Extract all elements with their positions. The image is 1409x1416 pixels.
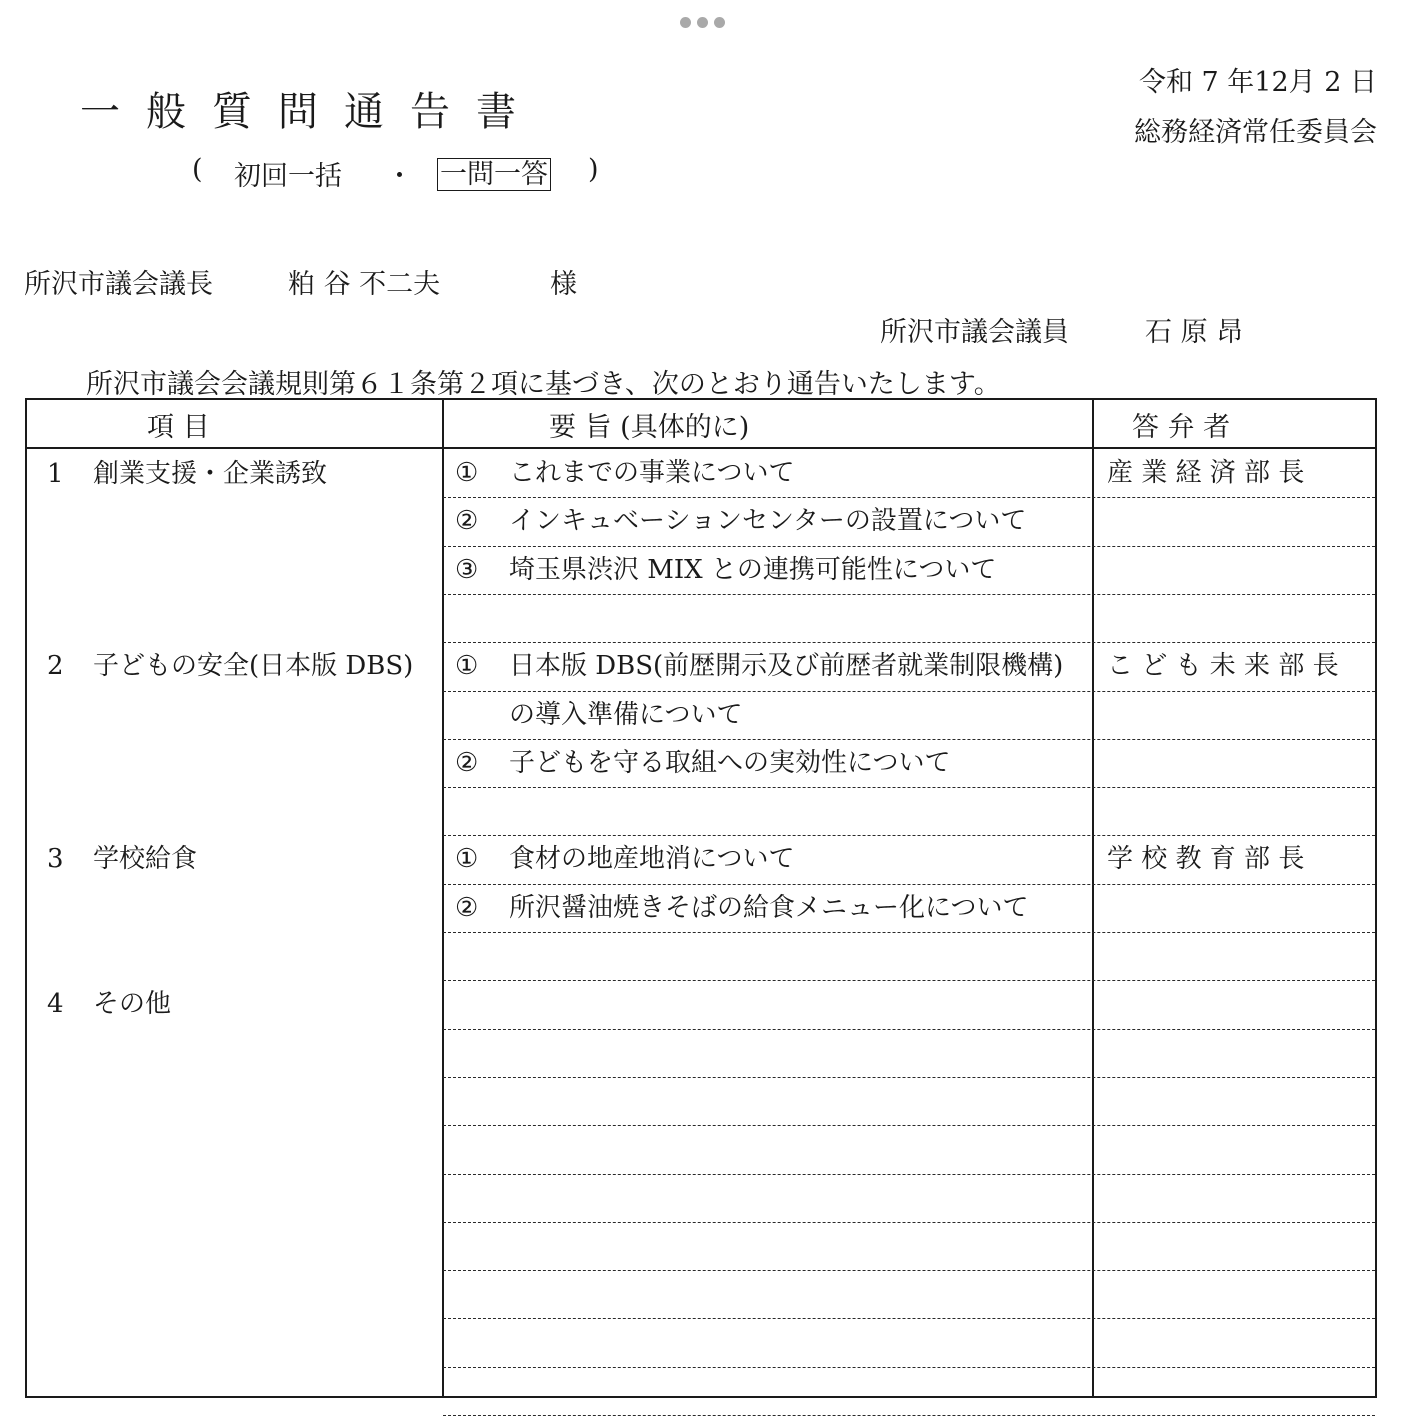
row-marker: ② <box>455 506 479 537</box>
dot-icon <box>714 17 725 28</box>
item-label: 創業支援・企業誘致 <box>93 459 328 489</box>
row-marker: ③ <box>455 554 479 585</box>
row-marker: ② <box>455 747 479 778</box>
column-divider <box>1092 400 1094 1396</box>
committee-name: 総務経済常任委員会 <box>1134 117 1377 148</box>
item-number: 2 <box>47 651 64 681</box>
row-answerer: 産 業 経 済 部 長 <box>1107 458 1305 488</box>
method-option-one-by-one: 一問一答 <box>437 158 551 191</box>
row-divider <box>443 787 1375 788</box>
row-summary-text: インキュベーションセンターの設置について <box>509 506 1027 537</box>
column-divider <box>442 400 444 1396</box>
method-open-paren: ( <box>192 154 203 185</box>
notice-statement: 所沢市議会会議規則第６１条第２項に基づき、次のとおり通告いたします。 <box>86 369 1001 400</box>
row-divider <box>443 980 1375 981</box>
row-divider <box>443 1174 1375 1175</box>
method-separator: ・ <box>386 161 413 192</box>
row-marker: ① <box>455 458 479 488</box>
row-summary-text: の導入準備について <box>509 699 743 730</box>
sender-role: 所沢市議会議員 <box>880 317 1069 348</box>
item-number: 1 <box>47 459 64 489</box>
addressee-honorific: 様 <box>550 269 577 300</box>
row-marker: ② <box>455 892 479 923</box>
header-item: 項 目 <box>147 412 210 443</box>
row-answerer: こ ど も 未 来 部 長 <box>1107 651 1339 682</box>
item-label: 子どもの安全(日本版 DBS) <box>93 651 414 681</box>
row-summary-text: 所沢醤油焼きそばの給食メニュー化について <box>509 892 1029 923</box>
header-answerer: 答 弁 者 <box>1132 412 1231 443</box>
row-divider <box>443 1270 1375 1271</box>
row-summary-text: 埼玉県渋沢 MIX との連携可能性について <box>509 554 997 585</box>
row-marker: ① <box>455 844 479 875</box>
row-answerer: 学 校 教 育 部 長 <box>1107 844 1305 875</box>
sender-name: 石 原 昂 <box>1145 317 1244 348</box>
addressee-name: 粕 谷 不二夫 <box>288 269 441 300</box>
header-summary: 要 旨 (具体的に) <box>549 412 750 443</box>
row-summary-text: 食材の地産地消について <box>509 844 795 875</box>
method-option-initial-bulk: 初回一括 <box>234 161 342 192</box>
item-label: 学校給食 <box>93 844 198 874</box>
row-divider <box>443 1125 1375 1126</box>
row-marker: ① <box>455 651 479 682</box>
row-divider <box>443 1029 1375 1030</box>
row-divider <box>443 594 1375 595</box>
item-number: 3 <box>47 844 64 874</box>
method-close-paren: ) <box>588 154 599 185</box>
row-divider <box>443 1318 1375 1319</box>
notice-date: 令和 7 年12月 2 日 <box>1138 67 1377 98</box>
window-dots-icon[interactable] <box>680 17 725 28</box>
row-divider <box>443 1222 1375 1223</box>
dot-icon <box>680 17 691 28</box>
document-title: 一般質問通告書 <box>80 89 542 135</box>
row-divider <box>443 1077 1375 1078</box>
dot-icon <box>697 17 708 28</box>
row-divider <box>443 932 1375 933</box>
item-label: その他 <box>93 989 172 1019</box>
addressee-role: 所沢市議会議長 <box>24 269 213 300</box>
row-divider <box>443 1367 1375 1368</box>
item-number: 4 <box>47 989 64 1019</box>
row-summary-text: 日本版 DBS(前歴開示及び前歴者就業制限機構) <box>509 651 1064 682</box>
row-summary-text: 子どもを守る取組への実効性について <box>509 747 951 778</box>
row-summary-text: これまでの事業について <box>509 458 795 488</box>
notice-table <box>25 398 1377 1398</box>
